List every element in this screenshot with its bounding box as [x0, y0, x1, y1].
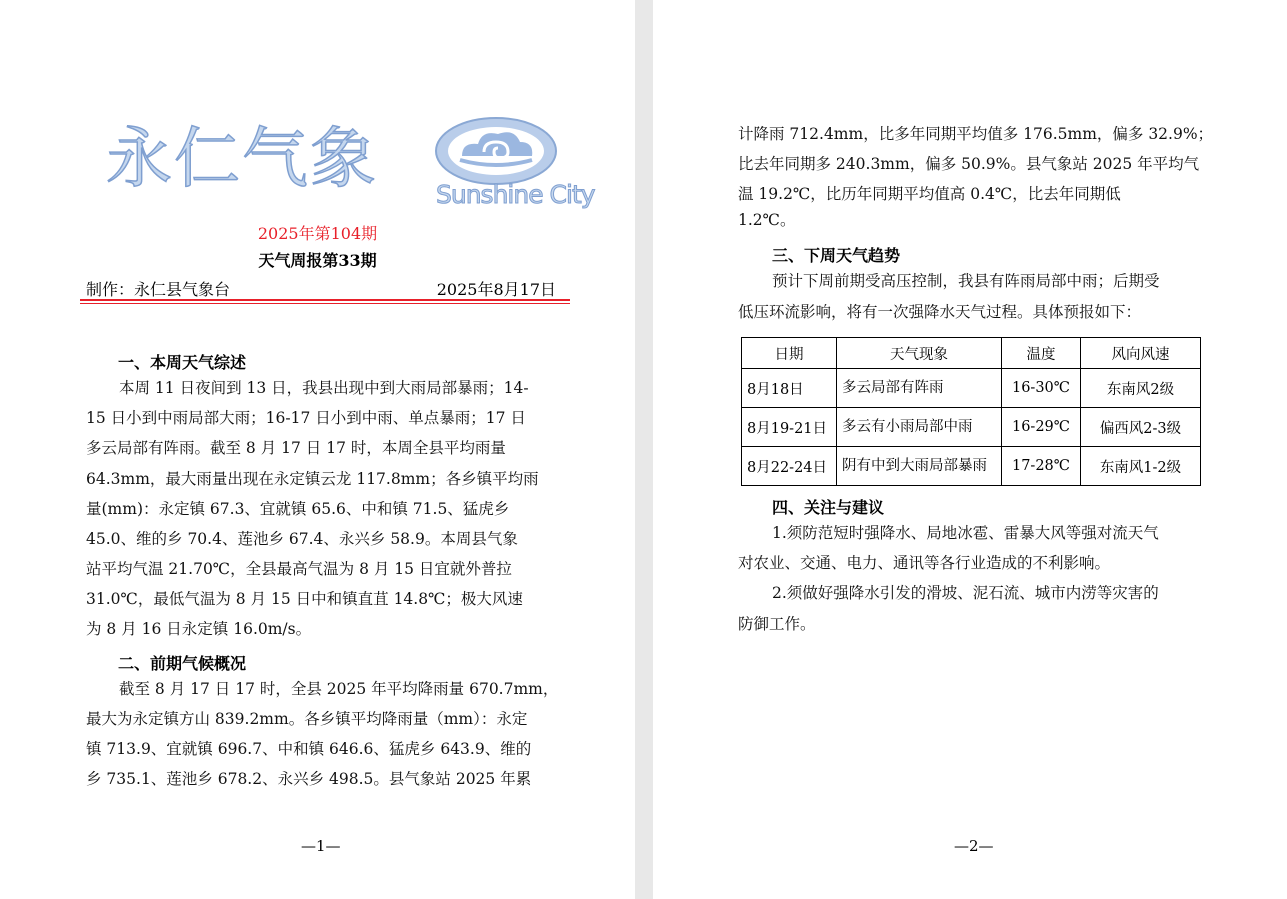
red-divider — [80, 299, 570, 301]
paragraph-line: 乡 735.1、莲池乡 678.2、永兴乡 498.5。县气象站 2025 年累 — [86, 770, 532, 788]
column-header-date: 日期 — [742, 338, 837, 369]
cell-wind: 东南风1-2级 — [1081, 447, 1201, 486]
report-date: 2025年8月17日 — [436, 280, 556, 299]
column-header-weather: 天气现象 — [837, 338, 1002, 369]
paragraph-line: 本周 11 日夜间到 13 日，我县出现中到大雨局部暴雨；14- — [119, 379, 529, 397]
paragraph-line: 站平均气温 21.70℃，全县最高气温为 8 月 15 日宜就外普拉 — [86, 560, 512, 578]
paragraph-line: 镇 713.9、宜就镇 696.7、中和镇 646.6、猛虎乡 643.9、维的 — [86, 740, 532, 758]
report-subtitle: 天气周报第33期 — [258, 251, 377, 270]
paragraph-line: 1.须防范短时强降水、局地冰雹、雷暴大风等强对流天气 — [772, 524, 1159, 542]
paragraph-line: 比去年同期多 240.3mm，偏多 50.9%。县气象站 2025 年平均气 — [738, 155, 1200, 173]
table-header-row — [742, 338, 1201, 369]
section-4-heading: 四、关注与建议 — [772, 498, 885, 517]
page-number: —2— — [954, 837, 994, 855]
cell-wind: 偏西风2-3级 — [1081, 408, 1201, 447]
paragraph-line: 截至 8 月 17 日 17 时，全县 2025 年平均降雨量 670.7mm， — [119, 680, 559, 698]
forecast-table — [741, 337, 1201, 486]
table-row — [742, 447, 1201, 486]
document-page-1 — [0, 0, 635, 899]
logo-text: 永仁气象 — [106, 120, 378, 197]
red-divider-thin — [80, 303, 570, 304]
paragraph-line: 温 19.2℃，比历年同期平均值高 0.4℃，比去年同期低 — [738, 185, 1121, 203]
paragraph-line: 量(mm)：永定镇 67.3、宜就镇 65.6、中和镇 71.5、猛虎乡 — [86, 500, 510, 518]
paragraph-line: 低压环流影响，将有一次强降水天气过程。具体预报如下： — [738, 303, 1142, 321]
yongren-weather-logo — [100, 112, 595, 216]
cell-weather: 多云有小雨局部中雨 — [837, 408, 1002, 447]
cell-weather: 阴有中到大雨局部暴雨 — [837, 447, 1002, 486]
section-1-heading: 一、本周天气综述 — [118, 353, 247, 372]
paragraph-line: 计降雨 712.4mm，比多年同期平均值多 176.5mm，偏多 32.9%； — [738, 125, 1214, 143]
paragraph-line: 2.须做好强降水引发的滑坡、泥石流、城市内涝等灾害的 — [772, 584, 1159, 602]
table-row — [742, 408, 1201, 447]
section-2-heading: 二、前期气候概况 — [118, 654, 247, 673]
paragraph-line: 45.0、维的乡 70.4、莲池乡 67.4、永兴乡 58.9。本周县气象 — [86, 530, 518, 548]
paragraph-line: 1.2℃。 — [738, 211, 796, 229]
cell-weather: 多云局部有阵雨 — [837, 369, 1002, 408]
cell-temperature: 16-30℃ — [1002, 369, 1081, 408]
column-header-wind: 风向风速 — [1081, 338, 1201, 369]
table-row — [742, 369, 1201, 408]
paragraph-line: 预计下周前期受高压控制，我县有阵雨局部中雨；后期受 — [772, 272, 1160, 290]
issue-number: 2025年第104期 — [257, 224, 378, 243]
paragraph-line: 64.3mm，最大雨量出现在永定镇云龙 117.8mm；各乡镇平均雨 — [86, 470, 539, 488]
page-number: —1— — [301, 837, 341, 855]
maker-label: 制作：永仁县气象台 — [86, 280, 231, 299]
cell-date: 8月22-24日 — [742, 447, 837, 486]
paragraph-line: 15 日小到中雨局部大雨；16-17 日小到中雨、单点暴雨；17 日 — [86, 409, 526, 427]
cell-wind: 东南风2级 — [1081, 369, 1201, 408]
cell-temperature: 17-28℃ — [1002, 447, 1081, 486]
paragraph-line: 31.0℃，最低气温为 8 月 15 日中和镇直苴 14.8℃；极大风速 — [86, 590, 523, 608]
paragraph-line: 防御工作。 — [738, 615, 816, 633]
section-3-heading: 三、下周天气趋势 — [772, 246, 901, 265]
paragraph-line: 最大为永定镇方山 839.2mm。各乡镇平均降雨量（mm）：永定 — [86, 710, 528, 728]
paragraph-line: 多云局部有阵雨。截至 8 月 17 日 17 时，本周全县平均雨量 — [86, 439, 506, 457]
paragraph-line: 为 8 月 16 日永定镇 16.0m/s。 — [86, 620, 312, 638]
cell-temperature: 16-29℃ — [1002, 408, 1081, 447]
cell-date: 8月19-21日 — [742, 408, 837, 447]
cell-date: 8月18日 — [742, 369, 837, 408]
logo-subtitle: Sunshine City — [436, 180, 595, 209]
document-page-2 — [653, 0, 1287, 899]
cloud-sun-emblem-icon — [432, 114, 560, 188]
paragraph-line: 对农业、交通、电力、通讯等各行业造成的不利影响。 — [738, 554, 1111, 572]
column-header-temperature: 温度 — [1002, 338, 1081, 369]
